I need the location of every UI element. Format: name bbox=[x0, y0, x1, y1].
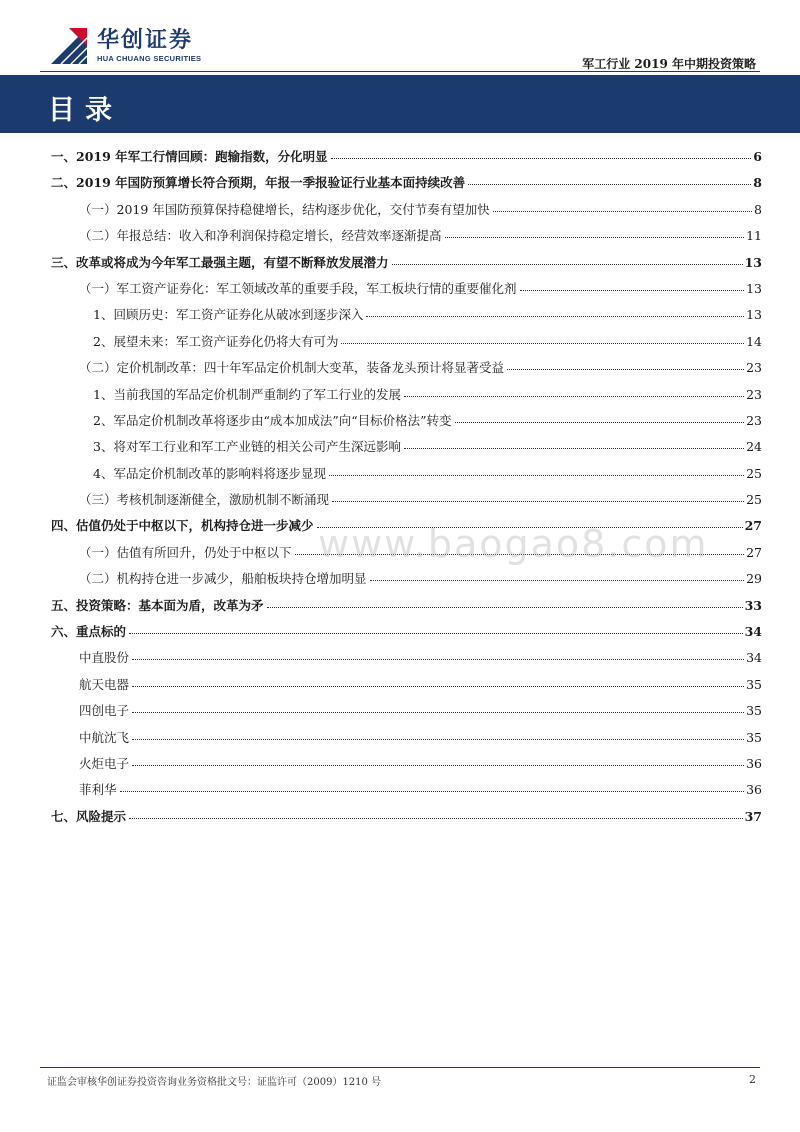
toc-entry-text: （二）定价机制改革：四十年军品定价机制大变革，装备龙头预计将显著受益 bbox=[79, 360, 505, 376]
toc-entry-text: （二）年报总结：收入和净利润保持稳定增长，经营效率逐渐提高 bbox=[79, 228, 442, 244]
toc-entry-text: 中直股份 bbox=[79, 650, 130, 666]
toc-entry-page: 23 bbox=[746, 386, 762, 402]
toc-leader-dots bbox=[317, 526, 743, 528]
toc-entry[interactable] bbox=[51, 147, 762, 173]
toc-entry-page: 6 bbox=[753, 149, 762, 164]
table-of-contents bbox=[51, 147, 762, 833]
toc-leader-dots bbox=[329, 474, 744, 476]
toc-entry-text: 4、军品定价机制改革的影响料将逐步显现 bbox=[93, 465, 326, 481]
toc-leader-dots bbox=[507, 368, 744, 370]
toc-entry[interactable] bbox=[51, 648, 762, 674]
toc-entry-page: 34 bbox=[746, 650, 762, 666]
page-title: 目录 bbox=[48, 95, 122, 126]
toc-entry-text: 2、军品定价机制改革将逐步由“成本加成法”向“目标价格法”转变 bbox=[93, 412, 452, 428]
toc-entry-page: 24 bbox=[746, 439, 762, 455]
toc-leader-dots bbox=[468, 183, 751, 185]
toc-entry[interactable] bbox=[51, 596, 762, 622]
toc-entry-page: 13 bbox=[746, 307, 762, 323]
toc-entry[interactable] bbox=[51, 754, 762, 780]
toc-leader-dots bbox=[445, 236, 745, 238]
toc-entry[interactable] bbox=[51, 675, 762, 701]
toc-entry-text: 四、估值仍处于中枢以下，机构持仓进一步减少 bbox=[51, 518, 314, 534]
toc-leader-dots bbox=[132, 711, 744, 713]
toc-entry[interactable] bbox=[51, 543, 762, 569]
company-logo bbox=[49, 24, 201, 68]
toc-entry[interactable] bbox=[51, 226, 762, 252]
toc-entry-page: 13 bbox=[744, 254, 762, 270]
toc-leader-dots bbox=[129, 817, 743, 819]
toc-entry-text: 1、当前我国的军品定价机制严重制约了军工行业的发展 bbox=[93, 386, 401, 402]
toc-entry[interactable] bbox=[51, 569, 762, 595]
toc-entry-page: 27 bbox=[744, 518, 762, 534]
toc-entry[interactable] bbox=[51, 253, 762, 279]
toc-entry[interactable] bbox=[51, 173, 762, 199]
toc-entry-page: 14 bbox=[746, 333, 762, 349]
toc-entry-text: 中航沈飞 bbox=[79, 729, 130, 745]
toc-entry-text: 火炬电子 bbox=[79, 755, 130, 771]
toc-entry[interactable] bbox=[51, 464, 762, 490]
toc-entry-page: 37 bbox=[744, 808, 762, 824]
toc-entry-page: 25 bbox=[746, 492, 762, 508]
toc-leader-dots bbox=[341, 342, 744, 344]
report-title: 军工行业 2019 年中期投资策略 bbox=[582, 57, 756, 71]
toc-entry-page: 13 bbox=[746, 280, 762, 296]
toc-leader-dots bbox=[331, 157, 752, 159]
toc-entry-page: 34 bbox=[744, 624, 762, 640]
toc-entry[interactable] bbox=[51, 728, 762, 754]
toc-leader-dots bbox=[493, 210, 752, 212]
toc-entry[interactable] bbox=[51, 780, 762, 806]
toc-entry-text: （一）军工资产证券化：军工领域改革的重要手段，军工板块行情的重要催化剂 bbox=[79, 280, 517, 296]
toc-entry-text: （二）机构持仓进一步减少，船舶板块持仓增加明显 bbox=[79, 571, 367, 587]
toc-entry[interactable] bbox=[51, 516, 762, 542]
toc-entry-text: 六、重点标的 bbox=[51, 624, 127, 640]
toc-leader-dots bbox=[332, 500, 744, 502]
toc-entry[interactable] bbox=[51, 807, 762, 833]
toc-leader-dots bbox=[295, 553, 745, 555]
toc-leader-dots bbox=[455, 421, 745, 423]
toc-entry-text: 五、投资策略：基本面为盾，改革为矛 bbox=[51, 597, 264, 613]
toc-leader-dots bbox=[392, 263, 743, 265]
toc-entry-page: 8 bbox=[754, 201, 762, 217]
footer-divider bbox=[40, 1067, 760, 1068]
toc-entry-page: 23 bbox=[746, 360, 762, 376]
toc-entry-text: （一）2019 年国防预算保持稳健增长，结构逐步优化，交付节奏有望加快 bbox=[79, 201, 490, 217]
toc-leader-dots bbox=[129, 632, 743, 634]
toc-entry-page: 11 bbox=[746, 228, 762, 244]
toc-entry-page: 23 bbox=[746, 412, 762, 428]
toc-entry-text: （一）估值有所回升，仍处于中枢以下 bbox=[79, 544, 292, 560]
toc-leader-dots bbox=[132, 738, 744, 740]
toc-entry-page: 33 bbox=[744, 597, 762, 613]
watermark: www.baogao8.com bbox=[318, 522, 709, 566]
toc-leader-dots bbox=[404, 447, 744, 449]
toc-entry[interactable] bbox=[51, 200, 762, 226]
toc-entry-text: 七、风险提示 bbox=[51, 808, 127, 824]
toc-entry-text: 2、展望未来：军工资产证券化仍将大有可为 bbox=[93, 333, 339, 349]
toc-entry-page: 8 bbox=[753, 175, 762, 191]
toc-entry-text: 二、2019 年国防预算增长符合预期，年报一季报验证行业基本面持续改善 bbox=[51, 175, 466, 191]
toc-entry[interactable] bbox=[51, 358, 762, 384]
toc-leader-dots bbox=[366, 315, 744, 317]
toc-entry[interactable] bbox=[51, 490, 762, 516]
toc-leader-dots bbox=[132, 658, 744, 660]
toc-entry-text: 一、2019 年军工行情回顾：跑输指数，分化明显 bbox=[51, 149, 328, 164]
toc-entry-text: 3、将对军工行业和军工产业链的相关公司产生深远影响 bbox=[93, 439, 401, 455]
toc-entry-page: 27 bbox=[746, 544, 762, 560]
toc-leader-dots bbox=[404, 395, 744, 397]
toc-leader-dots bbox=[132, 685, 744, 687]
toc-leader-dots bbox=[370, 579, 745, 581]
toc-entry-page: 35 bbox=[746, 676, 762, 692]
toc-entry-page: 35 bbox=[746, 729, 762, 745]
page-number: 2 bbox=[749, 1073, 756, 1086]
logo-en-text: HUA CHUANG SECURITIES bbox=[97, 54, 202, 63]
toc-entry-text: 三、改革或将成为今年军工最强主题，有望不断释放发展潜力 bbox=[51, 254, 389, 270]
toc-entry-page: 36 bbox=[746, 782, 762, 798]
toc-leader-dots bbox=[120, 790, 745, 792]
toc-entry-page: 25 bbox=[746, 465, 762, 481]
header-divider bbox=[40, 71, 760, 72]
toc-entry[interactable] bbox=[51, 332, 762, 358]
toc-entry[interactable] bbox=[51, 411, 762, 437]
footer-license: 证监会审核华创证券投资咨询业务资格批文号：证监许可（2009）1210 号 bbox=[47, 1077, 382, 1088]
toc-entry[interactable] bbox=[51, 622, 762, 648]
toc-entry-text: 1、回顾历史：军工资产证券化从破冰到逐步深入 bbox=[93, 307, 364, 323]
toc-entry[interactable] bbox=[51, 437, 762, 463]
toc-leader-dots bbox=[520, 289, 745, 291]
toc-entry-text: 航天电器 bbox=[79, 676, 130, 692]
toc-entry-page: 36 bbox=[746, 755, 762, 771]
toc-entry-text: （三）考核机制逐渐健全，激励机制不断涌现 bbox=[79, 492, 330, 508]
toc-entry-text: 菲利华 bbox=[79, 782, 117, 798]
toc-entry[interactable] bbox=[51, 279, 762, 305]
toc-entry[interactable] bbox=[51, 385, 762, 411]
logo-cn-text: 华创证券 bbox=[97, 28, 194, 53]
toc-entry[interactable] bbox=[51, 305, 762, 331]
toc-leader-dots bbox=[267, 606, 743, 608]
toc-entry-text: 四创电子 bbox=[79, 703, 130, 719]
huachuang-logo-icon bbox=[49, 26, 89, 66]
toc-entry-page: 29 bbox=[746, 571, 762, 587]
toc-entry[interactable] bbox=[51, 701, 762, 727]
toc-leader-dots bbox=[132, 764, 744, 766]
toc-entry-page: 35 bbox=[746, 703, 762, 719]
